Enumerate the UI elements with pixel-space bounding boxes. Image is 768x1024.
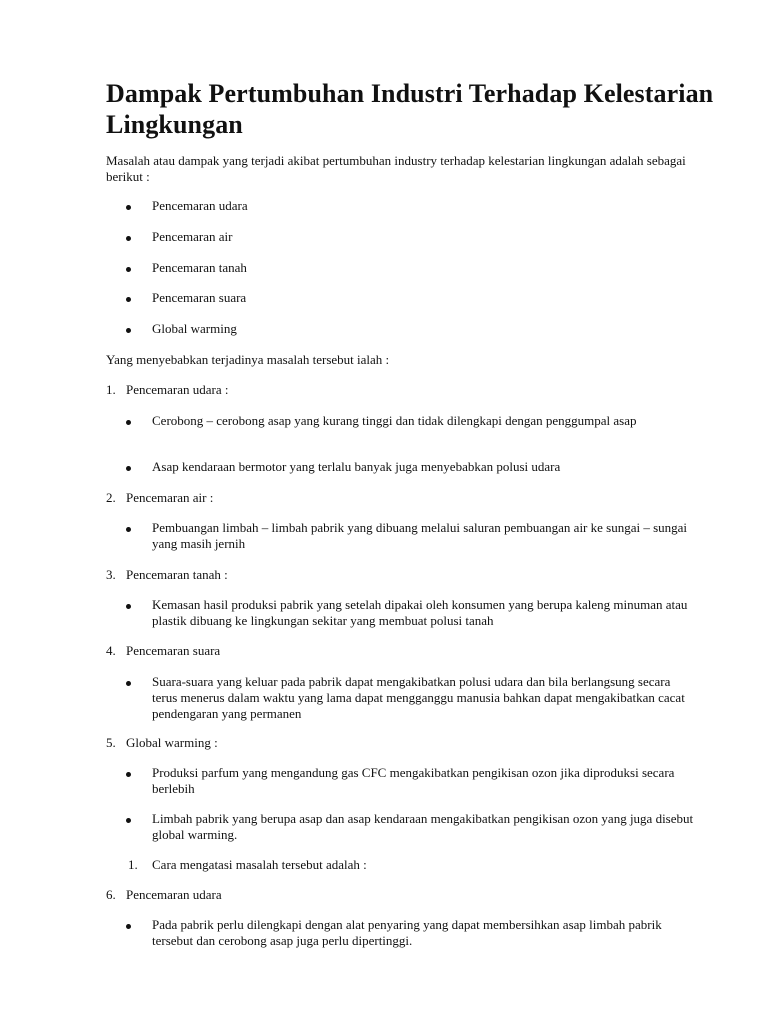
section-list-item: Limbah pabrik yang berupa asap dan asap kendaraan mengakibatkan pengikisan ozon yang juga disebut global warming.	[126, 811, 696, 843]
impact-list-item: Pencemaran tanah	[126, 260, 696, 276]
section-list-item: Asap kendaraan bermotor yang terlalu banyak juga menyebabkan polusi udara	[126, 459, 696, 475]
bullet-icon	[126, 466, 131, 471]
section-heading: 1. Pencemaran udara :	[106, 382, 229, 397]
section-list-item: Suara-suara yang keluar pada pabrik dapat mengakibatkan polusi udara dan bila berlangsung secara terus menerus dalam waktu yang lama dapat mengganggu manusia bahkan dapat mengakibatkan cacat pendengaran yang permanen	[126, 674, 696, 722]
document-title: Dampak Pertumbuhan Industri Terhadap Kelestarian Lingkungan	[106, 79, 714, 139]
section-heading: 2. Pencemaran air :	[106, 490, 214, 505]
bullet-icon	[126, 267, 131, 272]
bullet-icon	[126, 297, 131, 302]
bullet-icon	[126, 527, 131, 532]
bullet-icon	[126, 924, 131, 929]
section-heading: 3. Pencemaran tanah :	[106, 567, 228, 582]
impact-list-item: Pencemaran suara	[126, 290, 696, 306]
bullet-icon	[126, 681, 131, 686]
causes-intro: Yang menyebabkan terjadinya masalah tersebut ialah :	[106, 352, 390, 367]
section-list-item: Pembuangan limbah – limbah pabrik yang dibuang melalui saluran pembuangan air ke sungai – sungai yang masih jernih	[126, 520, 696, 552]
section-heading: 4. Pencemaran suara	[106, 643, 221, 658]
intro-paragraph: Masalah atau dampak yang terjadi akibat pertumbuhan industry terhadap kelestarian lingkungan adalah sebagai berikut :	[106, 153, 686, 184]
sub-numbered-item: 1. Cara mengatasi masalah tersebut adalah :	[128, 857, 367, 872]
bullet-icon	[126, 205, 131, 210]
section-list-item: Kemasan hasil produksi pabrik yang setelah dipakai oleh konsumen yang berupa kaleng minuman atau plastik dibuang ke lingkungan sekitar yang membuat polusi tanah	[126, 597, 696, 629]
bullet-icon	[126, 420, 131, 425]
section-heading: 5. Global warming :	[106, 735, 218, 750]
impact-list-item: Global warming	[126, 321, 696, 337]
section-list-item: Produksi parfum yang mengandung gas CFC mengakibatkan pengikisan ozon jika diproduksi secara berlebih	[126, 765, 696, 797]
section-heading: 6. Pencemaran udara	[106, 887, 222, 902]
section-list-item: Cerobong – cerobong asap yang kurang tinggi dan tidak dilengkapi dengan penggumpal asap	[126, 413, 696, 429]
bullet-icon	[126, 236, 131, 241]
bullet-icon	[126, 328, 131, 333]
bullet-icon	[126, 772, 131, 777]
impact-list-item: Pencemaran udara	[126, 198, 696, 214]
bullet-icon	[126, 604, 131, 609]
impact-list-item: Pencemaran air	[126, 229, 696, 245]
section-list-item: Pada pabrik perlu dilengkapi dengan alat penyaring yang dapat membersihkan asap limbah pabrik tersebut dan cerobong asap juga perlu dipertinggi.	[126, 917, 696, 949]
bullet-icon	[126, 818, 131, 823]
